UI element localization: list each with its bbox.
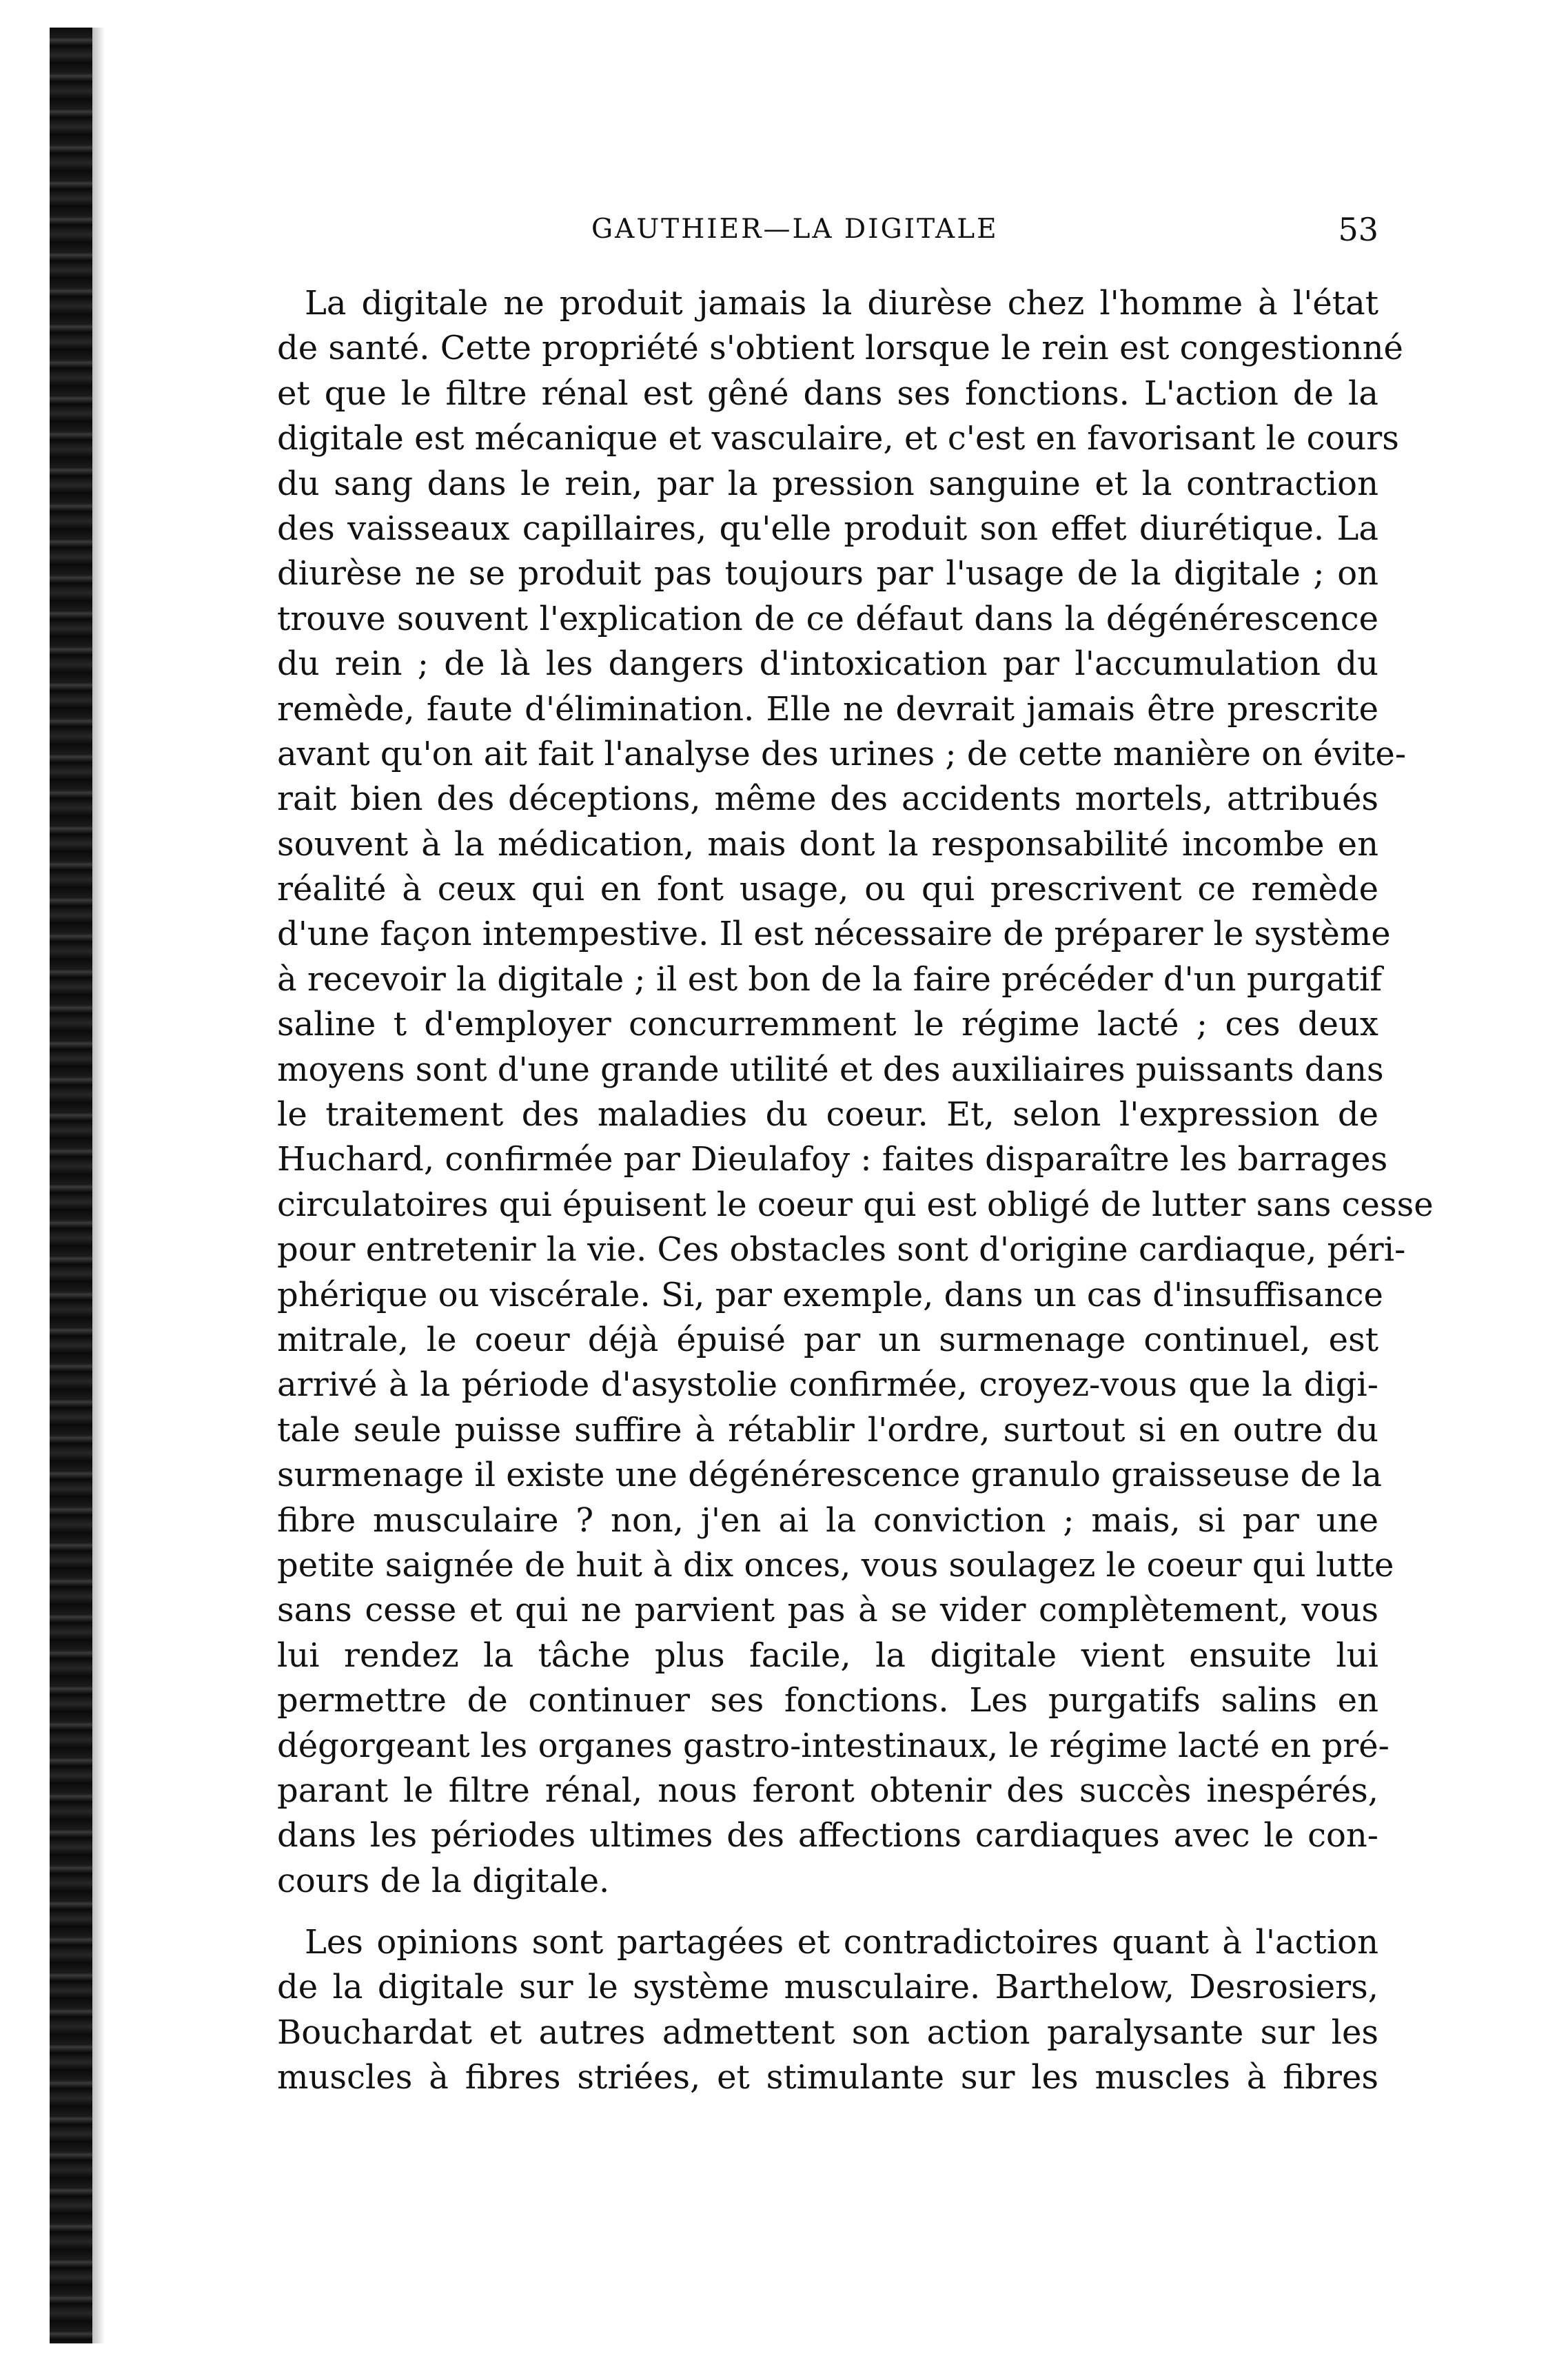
text-line: dégorgeant les organes gastro-intestinaux, le régime lacté en pré- — [277, 1726, 1389, 1765]
text-line: petite saignée de huit à dix onces, vous soulagez le coeur qui lutte — [277, 1545, 1394, 1585]
paragraph-gap — [277, 1904, 1378, 1920]
text-line: surmenage il existe une dégénérescence granulo graisseuse de la — [277, 1456, 1383, 1495]
paragraph-2 — [277, 1920, 1378, 2101]
text-line: muscles à fibres striées, et stimulante sur les muscles à fibres — [277, 2058, 1378, 2097]
text-line: rait bien des déceptions, même des accidents mortels, attribués — [277, 780, 1378, 819]
text-line: circulatoires qui épuisent le coeur qui est obligé de lutter sans cesse — [277, 1185, 1434, 1224]
text-line: fibre musculaire ? non, j'en ai la conviction ; mais, si par une — [277, 1500, 1378, 1540]
text-line: à recevoir la digitale ; il est bon de la faire précéder d'un purgatif — [277, 959, 1383, 999]
text-line: phérique ou viscérale. Si, par exemple, dans un cas d'insuffisance — [277, 1275, 1383, 1314]
text-line: de la digitale sur le système musculaire. Barthelow, Desrosiers, — [277, 1968, 1378, 2007]
paragraph-1 — [277, 281, 1434, 1904]
text-line: Huchard, confirmée par Dieulafoy : faites disparaître les barrages — [277, 1140, 1388, 1179]
text-line: tale seule puisse suffire à rétablir l'ordre, surtout si en outre du — [277, 1410, 1378, 1449]
text-line: le traitement des maladies du coeur. Et, selon l'expression de — [277, 1095, 1378, 1134]
text-line: du rein ; de là les dangers d'intoxication par l'accumulation du — [277, 644, 1378, 684]
text-line: dans les périodes ultimes des affections cardiaques avec le con- — [277, 1816, 1378, 1855]
page-number: 53 — [1338, 211, 1378, 248]
text-line: permettre de continuer ses fonctions. Les purgatifs salins en — [277, 1681, 1378, 1720]
text-line: moyens sont d'une grande utilité et des auxiliaires puissants dans — [277, 1050, 1384, 1089]
body-text — [277, 281, 1434, 2101]
text-line: cours de la digitale. — [277, 1861, 610, 1900]
text-line: mitrale, le coeur déjà épuisé par un surmenage continuel, est — [277, 1320, 1378, 1359]
running-head: GAUTHIER—LA DIGITALE — [591, 214, 999, 245]
text-line: digitale est mécanique et vasculaire, et c'est en favorisant le cours — [277, 419, 1399, 458]
text-line: arrivé à la période d'asystolie confirmée, croyez-vous que la digi- — [277, 1365, 1378, 1405]
text-line: du sang dans le rein, par la pression sanguine et la contraction — [277, 464, 1378, 503]
text-line: diurèse ne se produit pas toujours par l'usage de la digitale ; on — [277, 554, 1378, 593]
text-line: trouve souvent l'explication de ce défaut dans la dégénérescence — [277, 599, 1378, 638]
text-line: Bouchardat et autres admettent son action paralysante sur les — [277, 2013, 1378, 2052]
text-line: pour entretenir la vie. Ces obstacles sont d'origine cardiaque, péri- — [277, 1230, 1406, 1270]
text-line: lui rendez la tâche plus facile, la digitale vient ensuite lui — [277, 1636, 1378, 1675]
text-line: et que le filtre rénal est gêné dans ses fonctions. L'action de la — [277, 374, 1378, 413]
text-line: parant le filtre rénal, nous feront obtenir des succès inespérés, — [277, 1771, 1378, 1810]
text-line: La digitale ne produit jamais la diurèse chez l'homme à l'état — [305, 284, 1378, 323]
text-line: réalité à ceux qui en font usage, ou qui prescrivent ce remède — [277, 870, 1378, 909]
text-line: d'une façon intempestive. Il est nécessaire de préparer le système — [277, 915, 1391, 954]
text-line: de santé. Cette propriété s'obtient lorsque le rein est congestionné — [277, 329, 1403, 368]
text-line: remède, faute d'élimination. Elle ne devrait jamais être prescrite — [277, 689, 1378, 729]
page-header — [276, 204, 1378, 259]
page-binding-edge — [50, 28, 92, 2343]
text-line: sans cesse et qui ne parvient pas à se vider complètement, vous — [277, 1591, 1378, 1630]
text-line: des vaisseaux capillaires, qu'elle produit son effet diurétique. La — [277, 509, 1378, 548]
text-line: avant qu'on ait fait l'analyse des urines ; de cette manière on évite- — [277, 734, 1407, 773]
text-line: souvent à la médication, mais dont la responsabilité incombe en — [277, 824, 1378, 864]
text-line: saline t d'employer concurremment le régime lacté ; ces deux — [277, 1005, 1378, 1044]
text-line: Les opinions sont partagées et contradictoires quant à l'action — [305, 1923, 1378, 1962]
